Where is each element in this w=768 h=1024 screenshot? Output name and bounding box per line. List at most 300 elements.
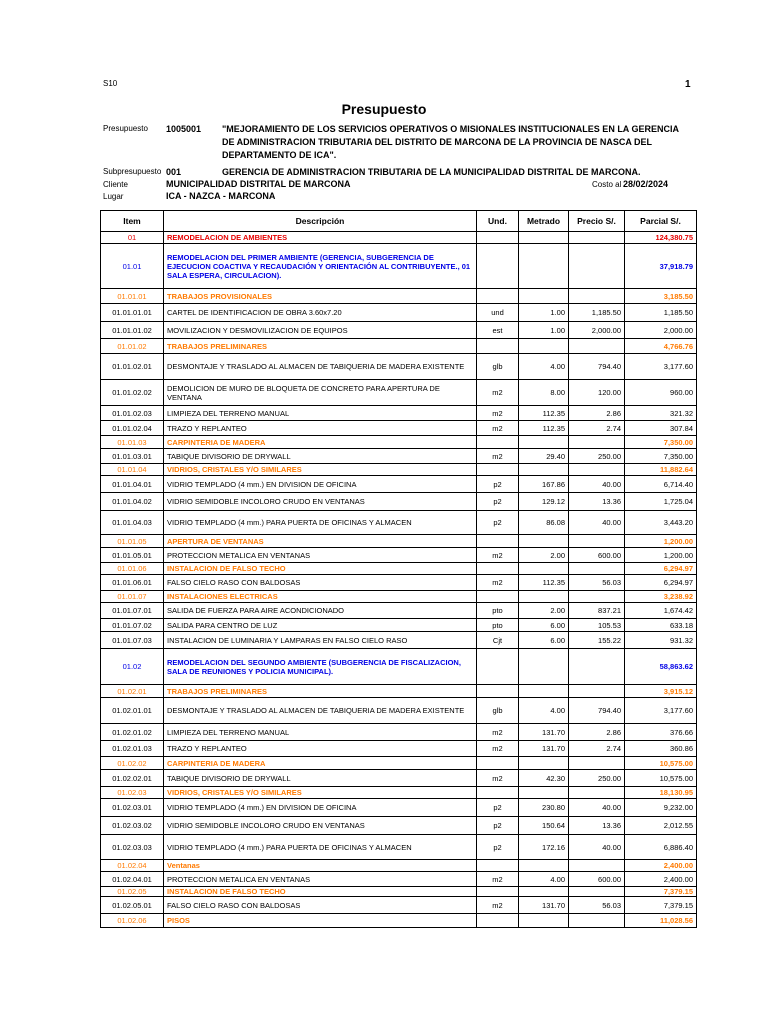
cell-met <box>519 535 569 548</box>
cliente-label: Cliente <box>103 180 128 189</box>
cell-precio: 2.74 <box>569 421 625 436</box>
cell-desc: REMODELACION DEL PRIMER AMBIENTE (GERENCIA, SUBGERENCIA DE EJECUCION COACTIVA Y RECAUDACIÓN Y ORIENTACIÓN AL CONTRIBUYENTE., 01 SALA ESPERA, CIRCULACION). <box>164 244 477 289</box>
cell-met: 6.00 <box>519 632 569 649</box>
cell-item: 01.01.01.01 <box>101 304 164 322</box>
page-number: 1 <box>685 79 691 90</box>
cell-item: 01.01.07 <box>101 591 164 603</box>
cell-parcial: 9,232.00 <box>625 799 697 817</box>
table-row <box>101 380 697 406</box>
cell-parcial: 3,915.12 <box>625 685 697 698</box>
cell-desc: FALSO CIELO RASO CON BALDOSAS <box>164 897 477 914</box>
cell-item: 01.01.05.01 <box>101 548 164 563</box>
cell-precio: 2.86 <box>569 406 625 421</box>
cell-desc: DEMOLICION DE MURO DE BLOQUETA DE CONCRETO PARA APERTURA DE VENTANA <box>164 380 477 406</box>
table-row <box>101 354 697 380</box>
cell-parcial: 1,185.50 <box>625 304 697 322</box>
cell-met: 4.00 <box>519 354 569 380</box>
cell-met: 230.80 <box>519 799 569 817</box>
cell-desc: VIDRIO SEMIDOBLE INCOLORO CRUDO EN VENTANAS <box>164 817 477 835</box>
cell-parcial: 3,177.60 <box>625 354 697 380</box>
cell-desc: TRAZO Y REPLANTEO <box>164 741 477 757</box>
cell-und: m2 <box>477 406 519 421</box>
column-header-precio: Precio S/. <box>569 211 625 232</box>
cell-und: glb <box>477 698 519 724</box>
cell-und: m2 <box>477 421 519 436</box>
cell-item: 01.02.02 <box>101 757 164 770</box>
cell-met: 131.70 <box>519 897 569 914</box>
cell-und <box>477 436 519 449</box>
cell-precio: 1,185.50 <box>569 304 625 322</box>
cell-item: 01.02.02.01 <box>101 770 164 787</box>
cell-precio: 250.00 <box>569 770 625 787</box>
cell-item: 01.01.06 <box>101 563 164 575</box>
cell-met: 129.12 <box>519 493 569 511</box>
subpresupuesto-code: 001 <box>166 167 182 177</box>
cell-und: m2 <box>477 897 519 914</box>
cell-item: 01.01.02.04 <box>101 421 164 436</box>
cell-parcial: 7,379.15 <box>625 897 697 914</box>
presupuesto-label: Presupuesto <box>103 124 148 133</box>
cell-item: 01.01.03.01 <box>101 449 164 464</box>
cell-und: pto <box>477 603 519 619</box>
table-group-row <box>101 649 697 685</box>
cell-met <box>519 649 569 685</box>
cell-parcial: 7,379.15 <box>625 887 697 897</box>
cell-met: 172.16 <box>519 835 569 860</box>
cell-met: 150.64 <box>519 817 569 835</box>
cell-precio <box>569 464 625 476</box>
cell-met: 112.35 <box>519 406 569 421</box>
cell-parcial: 931.32 <box>625 632 697 649</box>
cell-item: 01.01.06.01 <box>101 575 164 591</box>
table-group-row <box>101 464 697 476</box>
table-row <box>101 493 697 511</box>
cell-precio <box>569 339 625 354</box>
cell-item: 01.01 <box>101 244 164 289</box>
cell-desc: Ventanas <box>164 860 477 872</box>
presupuesto-code: 1005001 <box>166 124 202 134</box>
cell-und <box>477 464 519 476</box>
cell-und <box>477 860 519 872</box>
cell-desc: REMODELACION DEL SEGUNDO AMBIENTE (SUBGERENCIA DE FISCALIZACION, SALA DE REUNIONES Y POLICIA MUNICIPAL). <box>164 649 477 685</box>
cell-desc: TRABAJOS PRELIMINARES <box>164 339 477 354</box>
cell-und: Cjt <box>477 632 519 649</box>
table-group-row <box>101 887 697 897</box>
cell-precio: 40.00 <box>569 511 625 535</box>
cell-parcial: 6,886.40 <box>625 835 697 860</box>
cell-parcial: 2,400.00 <box>625 872 697 887</box>
cell-precio: 40.00 <box>569 835 625 860</box>
cell-desc: VIDRIO TEMPLADO (4 mm.) PARA PUERTA DE OFICINAS Y ALMACEN <box>164 835 477 860</box>
cell-desc: LIMPIEZA DEL TERRENO MANUAL <box>164 724 477 741</box>
cell-item: 01.01.07.02 <box>101 619 164 632</box>
cell-parcial: 376.66 <box>625 724 697 741</box>
cell-precio <box>569 535 625 548</box>
cell-und: und <box>477 304 519 322</box>
cell-desc: TRABAJOS PROVISIONALES <box>164 289 477 304</box>
cell-item: 01.02.03 <box>101 787 164 799</box>
table-row <box>101 304 697 322</box>
cell-precio <box>569 591 625 603</box>
cell-und: m2 <box>477 741 519 757</box>
cell-desc: PISOS <box>164 914 477 928</box>
cell-met: 4.00 <box>519 872 569 887</box>
cell-desc: VIDRIO TEMPLADO (4 mm.) EN DIVISION DE OFICINA <box>164 799 477 817</box>
cell-met <box>519 289 569 304</box>
cell-desc: TABIQUE DIVISORIO DE DRYWALL <box>164 770 477 787</box>
table-group-row <box>101 563 697 575</box>
table-row <box>101 632 697 649</box>
cell-parcial: 10,575.00 <box>625 757 697 770</box>
cell-precio: 13.36 <box>569 817 625 835</box>
cell-desc: TABIQUE DIVISORIO DE DRYWALL <box>164 449 477 464</box>
cell-item: 01.02.03.01 <box>101 799 164 817</box>
cell-precio: 105.53 <box>569 619 625 632</box>
table-group-row <box>101 591 697 603</box>
cell-parcial: 58,863.62 <box>625 649 697 685</box>
presupuesto-description: "MEJORAMIENTO DE LOS SERVICIOS OPERATIVOS O MISIONALES INSTITUCIONALES EN LA GERENCIA DE ADMINISTRACION TRIBUTARIA DEL DISTRITO DE MARCONA DE LA PROVINCIA DE NASCA DEL DEPARTAMENTO DE ICA". <box>222 124 679 160</box>
column-header-descripcion: Descripción <box>164 211 477 232</box>
cell-desc: LIMPIEZA DEL TERRENO MANUAL <box>164 406 477 421</box>
column-header-item: Item <box>101 211 164 232</box>
table-row <box>101 817 697 835</box>
cell-parcial: 6,294.97 <box>625 563 697 575</box>
cell-parcial: 3,185.50 <box>625 289 697 304</box>
cell-desc: SALIDA PARA CENTRO DE LUZ <box>164 619 477 632</box>
cell-parcial: 11,028.56 <box>625 914 697 928</box>
cell-met: 131.70 <box>519 724 569 741</box>
cell-met <box>519 591 569 603</box>
cell-und <box>477 563 519 575</box>
cell-met <box>519 563 569 575</box>
cell-und: glb <box>477 354 519 380</box>
budget-table <box>100 210 697 928</box>
table-row <box>101 872 697 887</box>
cell-item: 01.01.02.01 <box>101 354 164 380</box>
cell-desc: PROTECCION METALICA EN VENTANAS <box>164 548 477 563</box>
cell-precio: 250.00 <box>569 449 625 464</box>
cell-met: 1.00 <box>519 322 569 339</box>
cell-item: 01.02.01.03 <box>101 741 164 757</box>
table-row <box>101 619 697 632</box>
cell-item: 01.01.04 <box>101 464 164 476</box>
cell-und <box>477 757 519 770</box>
cell-und: m2 <box>477 449 519 464</box>
cell-precio <box>569 887 625 897</box>
table-row <box>101 476 697 493</box>
table-group-row <box>101 535 697 548</box>
cell-desc: INSTALACIONES ELECTRICAS <box>164 591 477 603</box>
cell-parcial: 11,882.64 <box>625 464 697 476</box>
cell-met: 112.35 <box>519 421 569 436</box>
cell-precio <box>569 914 625 928</box>
cell-parcial: 124,380.75 <box>625 232 697 244</box>
table-row <box>101 724 697 741</box>
table-group-row <box>101 244 697 289</box>
table-row <box>101 449 697 464</box>
cell-precio: 13.36 <box>569 493 625 511</box>
cell-met <box>519 914 569 928</box>
cell-met <box>519 757 569 770</box>
cell-precio <box>569 787 625 799</box>
cell-parcial: 321.32 <box>625 406 697 421</box>
cell-parcial: 37,918.79 <box>625 244 697 289</box>
lugar-label: Lugar <box>103 192 124 201</box>
table-group-row <box>101 436 697 449</box>
cell-und: p2 <box>477 835 519 860</box>
cell-met <box>519 685 569 698</box>
cell-item: 01.02.06 <box>101 914 164 928</box>
cell-desc: TRABAJOS PRELIMINARES <box>164 685 477 698</box>
page-title: Presupuesto <box>341 101 427 117</box>
cell-parcial: 10,575.00 <box>625 770 697 787</box>
cell-und: p2 <box>477 511 519 535</box>
table-header-row <box>101 211 697 232</box>
cell-item: 01.02.03.02 <box>101 817 164 835</box>
table-row <box>101 421 697 436</box>
cell-desc: APERTURA DE VENTANAS <box>164 535 477 548</box>
cell-met <box>519 860 569 872</box>
costo-label: Costo al <box>592 180 622 189</box>
costo-date: 28/02/2024 <box>623 179 669 189</box>
cell-desc: MOVILIZACION Y DESMOVILIZACION DE EQUIPOS <box>164 322 477 339</box>
cell-precio <box>569 436 625 449</box>
cell-met: 86.08 <box>519 511 569 535</box>
cell-und: m2 <box>477 770 519 787</box>
cell-und <box>477 244 519 289</box>
cell-parcial: 2,012.55 <box>625 817 697 835</box>
cell-und: p2 <box>477 799 519 817</box>
cell-und: pto <box>477 619 519 632</box>
cell-met <box>519 436 569 449</box>
cell-met <box>519 232 569 244</box>
cell-precio: 2.86 <box>569 724 625 741</box>
table-row <box>101 799 697 817</box>
cell-precio: 2.74 <box>569 741 625 757</box>
cell-desc: PROTECCION METALICA EN VENTANAS <box>164 872 477 887</box>
cell-parcial: 3,177.60 <box>625 698 697 724</box>
cell-met: 42.30 <box>519 770 569 787</box>
cell-item: 01.01.01.02 <box>101 322 164 339</box>
cell-parcial: 1,200.00 <box>625 535 697 548</box>
cell-item: 01.02.04.01 <box>101 872 164 887</box>
cell-desc: INSTALACION DE LUMINARIA Y LAMPARAS EN FALSO CIELO RASO <box>164 632 477 649</box>
cell-item: 01.01.05 <box>101 535 164 548</box>
cell-und <box>477 914 519 928</box>
cell-met: 2.00 <box>519 548 569 563</box>
cell-parcial: 3,238.92 <box>625 591 697 603</box>
cell-item: 01.01.02 <box>101 339 164 354</box>
column-header-und: Und. <box>477 211 519 232</box>
cell-met <box>519 887 569 897</box>
cell-und: m2 <box>477 575 519 591</box>
cell-precio <box>569 289 625 304</box>
cell-desc: CARPINTERIA DE MADERA <box>164 757 477 770</box>
cell-item: 01.01.04.01 <box>101 476 164 493</box>
cell-und: m2 <box>477 548 519 563</box>
report-code: S10 <box>103 79 118 88</box>
cell-item: 01.01.07.03 <box>101 632 164 649</box>
cell-parcial: 2,000.00 <box>625 322 697 339</box>
cell-precio: 600.00 <box>569 872 625 887</box>
cell-item: 01.02.01.02 <box>101 724 164 741</box>
table-row <box>101 835 697 860</box>
table-row <box>101 698 697 724</box>
cell-parcial: 6,714.40 <box>625 476 697 493</box>
cliente-value: MUNICIPALIDAD DISTRITAL DE MARCONA <box>166 179 351 189</box>
cell-item: 01.02.05 <box>101 887 164 897</box>
cell-und <box>477 591 519 603</box>
cell-parcial: 6,294.97 <box>625 575 697 591</box>
cell-met: 6.00 <box>519 619 569 632</box>
cell-und <box>477 232 519 244</box>
cell-precio: 40.00 <box>569 476 625 493</box>
table-row <box>101 770 697 787</box>
cell-met: 167.86 <box>519 476 569 493</box>
cell-parcial: 633.18 <box>625 619 697 632</box>
cell-met: 29.40 <box>519 449 569 464</box>
table-row <box>101 575 697 591</box>
cell-item: 01 <box>101 232 164 244</box>
table-row <box>101 322 697 339</box>
cell-und: m2 <box>477 380 519 406</box>
cell-und: p2 <box>477 476 519 493</box>
cell-desc: INSTALACION DE FALSO TECHO <box>164 563 477 575</box>
cell-met: 112.35 <box>519 575 569 591</box>
cell-und <box>477 289 519 304</box>
table-group-row <box>101 685 697 698</box>
cell-met <box>519 464 569 476</box>
cell-met: 1.00 <box>519 304 569 322</box>
cell-desc: VIDRIO SEMIDOBLE INCOLORO CRUDO EN VENTANAS <box>164 493 477 511</box>
cell-parcial: 2,400.00 <box>625 860 697 872</box>
cell-desc: FALSO CIELO RASO CON BALDOSAS <box>164 575 477 591</box>
cell-item: 01.01.01 <box>101 289 164 304</box>
cell-desc: INSTALACION DE FALSO TECHO <box>164 887 477 897</box>
cell-und: est <box>477 322 519 339</box>
cell-precio: 2,000.00 <box>569 322 625 339</box>
cell-precio <box>569 757 625 770</box>
cell-precio <box>569 860 625 872</box>
cell-item: 01.01.04.02 <box>101 493 164 511</box>
cell-precio: 120.00 <box>569 380 625 406</box>
cell-parcial: 3,443.20 <box>625 511 697 535</box>
subpresupuesto-label: Subpresupuesto <box>103 167 162 176</box>
cell-precio <box>569 232 625 244</box>
cell-desc: SALIDA DE FUERZA PARA AIRE ACONDICIONADO <box>164 603 477 619</box>
cell-parcial: 4,766.76 <box>625 339 697 354</box>
cell-item: 01.01.03 <box>101 436 164 449</box>
cell-item: 01.02.01.01 <box>101 698 164 724</box>
cell-precio: 155.22 <box>569 632 625 649</box>
cell-und <box>477 339 519 354</box>
cell-und <box>477 535 519 548</box>
cell-parcial: 960.00 <box>625 380 697 406</box>
cell-parcial: 1,674.42 <box>625 603 697 619</box>
column-header-parcial: Parcial S/. <box>625 211 697 232</box>
cell-und <box>477 887 519 897</box>
cell-und <box>477 649 519 685</box>
cell-und <box>477 685 519 698</box>
cell-met <box>519 787 569 799</box>
cell-item: 01.02.01 <box>101 685 164 698</box>
cell-desc: DESMONTAJE Y TRASLADO AL ALMACEN DE TABIQUERIA DE MADERA EXISTENTE <box>164 354 477 380</box>
cell-precio <box>569 685 625 698</box>
cell-met: 8.00 <box>519 380 569 406</box>
table-group-row <box>101 232 697 244</box>
table-group-row <box>101 914 697 928</box>
cell-desc: VIDRIO TEMPLADO (4 mm.) PARA PUERTA DE OFICINAS Y ALMACEN <box>164 511 477 535</box>
cell-item: 01.02.05.01 <box>101 897 164 914</box>
cell-met: 4.00 <box>519 698 569 724</box>
cell-item: 01.02 <box>101 649 164 685</box>
cell-precio <box>569 649 625 685</box>
cell-met <box>519 244 569 289</box>
cell-precio: 40.00 <box>569 799 625 817</box>
lugar-value: ICA - NAZCA - MARCONA <box>166 191 276 201</box>
table-row <box>101 741 697 757</box>
cell-parcial: 1,200.00 <box>625 548 697 563</box>
cell-desc: VIDRIO TEMPLADO (4 mm.) EN DIVISION DE OFICINA <box>164 476 477 493</box>
cell-precio: 600.00 <box>569 548 625 563</box>
table-row <box>101 511 697 535</box>
table-group-row <box>101 787 697 799</box>
cell-item: 01.01.02.03 <box>101 406 164 421</box>
cell-precio: 837.21 <box>569 603 625 619</box>
cell-item: 01.02.04 <box>101 860 164 872</box>
table-row <box>101 603 697 619</box>
cell-desc: VIDRIOS, CRISTALES Y/O SIMILARES <box>164 464 477 476</box>
cell-precio: 56.03 <box>569 897 625 914</box>
cell-desc: VIDRIOS, CRISTALES Y/O SIMILARES <box>164 787 477 799</box>
table-row <box>101 897 697 914</box>
table-row <box>101 406 697 421</box>
cell-parcial: 360.86 <box>625 741 697 757</box>
table-group-row <box>101 289 697 304</box>
cell-met <box>519 339 569 354</box>
cell-desc: TRAZO Y REPLANTEO <box>164 421 477 436</box>
cell-precio: 794.40 <box>569 698 625 724</box>
cell-item: 01.01.04.03 <box>101 511 164 535</box>
cell-precio: 56.03 <box>569 575 625 591</box>
cell-precio <box>569 563 625 575</box>
subpresupuesto-description: GERENCIA DE ADMINISTRACION TRIBUTARIA DE LA MUNICIPALIDAD DISTRITAL DE MARCONA. <box>222 167 641 177</box>
cell-parcial: 7,350.00 <box>625 436 697 449</box>
cell-precio <box>569 244 625 289</box>
cell-item: 01.01.02.02 <box>101 380 164 406</box>
cell-und: p2 <box>477 493 519 511</box>
cell-item: 01.01.07.01 <box>101 603 164 619</box>
cell-parcial: 307.84 <box>625 421 697 436</box>
cell-desc: DESMONTAJE Y TRASLADO AL ALMACEN DE TABIQUERIA DE MADERA EXISTENTE <box>164 698 477 724</box>
cell-met: 131.70 <box>519 741 569 757</box>
cell-und: p2 <box>477 817 519 835</box>
cell-parcial: 7,350.00 <box>625 449 697 464</box>
table-group-row <box>101 339 697 354</box>
cell-item: 01.02.03.03 <box>101 835 164 860</box>
cell-desc: CARPINTERIA DE MADERA <box>164 436 477 449</box>
cell-und <box>477 787 519 799</box>
cell-und: m2 <box>477 872 519 887</box>
table-group-row <box>101 757 697 770</box>
cell-parcial: 1,725.04 <box>625 493 697 511</box>
column-header-metrado: Metrado <box>519 211 569 232</box>
cell-desc: CARTEL DE IDENTIFICACION DE OBRA 3.60x7.20 <box>164 304 477 322</box>
cell-desc: REMODELACION DE AMBIENTES <box>164 232 477 244</box>
cell-met: 2.00 <box>519 603 569 619</box>
cell-parcial: 18,130.95 <box>625 787 697 799</box>
table-row <box>101 548 697 563</box>
